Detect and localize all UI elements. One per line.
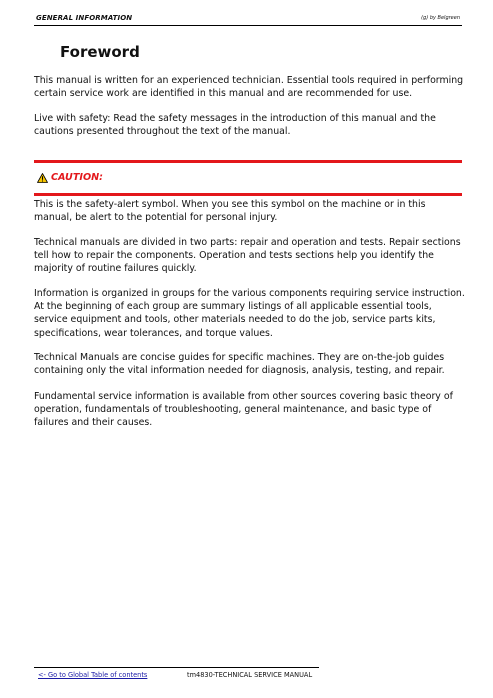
body-paragraph-1: This is the safety-alert symbol. When you see this symbol on the machine or in this manual, be alert to the potential for personal injury. [34, 199, 426, 224]
caution-top-rule [34, 160, 462, 163]
caution-label: CAUTION: [51, 172, 103, 183]
manual-title: tm4830-TECHNICAL SERVICE MANUAL [187, 671, 313, 679]
credit-text: (g) by Belgreen [421, 15, 460, 21]
body-paragraph-5: Fundamental service information is available from other sources covering basic theory of operation, fundamentals of troubleshooting, general maintenance, and basic type of failures and their causes. [34, 391, 453, 429]
page-title: Foreword [60, 43, 140, 61]
intro-paragraph-1: This manual is written for an experienced technician. Essential tools required in performing certain service work are identified in this manual and are recommended for use. [34, 75, 464, 100]
caution-heading [37, 172, 103, 183]
body-paragraph-3: Information is organized in groups for the various components requiring service instruction. At the beginning of each group are summary listings of all applicable essential tools, service equipment and tools, other materials needed to do the job, service parts kits, specifications, wear tolerances, and torque values. [34, 288, 465, 339]
section-title: GENERAL INFORMATION [36, 14, 133, 22]
body-paragraph-2: Technical manuals are divided in two parts: repair and operation and tests. Repair sections tell how to repair the components. Operation and tests sections help you identify the majority of routine failures quickly. [34, 237, 461, 275]
caution-bottom-rule [34, 193, 462, 196]
intro-paragraph-2: Live with safety: Read the safety messages in the introduction of this manual and the cautions presented throughout the text of the manual. [34, 113, 436, 138]
footer-rule [34, 667, 319, 668]
toc-link[interactable]: <- Go to Global Table of contents [38, 671, 148, 679]
body-paragraph-4: Technical Manuals are concise guides for specific machines. They are on-the-job guides containing only the vital information needed for diagnosis, analysis, testing, and repair. [34, 352, 445, 377]
warning-triangle-icon [37, 173, 48, 183]
page-header [34, 14, 462, 26]
